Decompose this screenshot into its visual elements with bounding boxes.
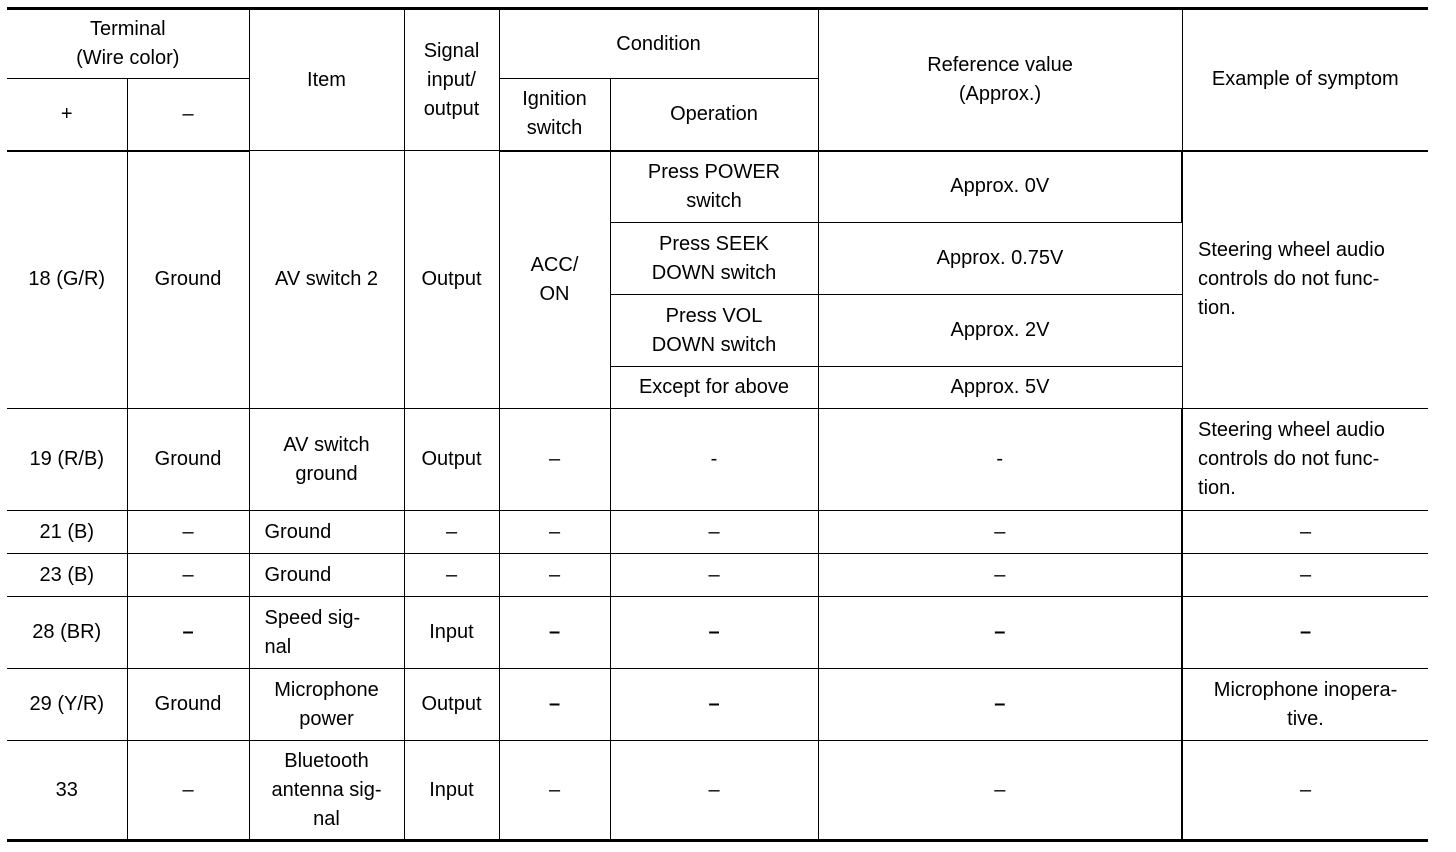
reference-cell: – [818, 669, 1182, 741]
header-ignition: Ignition switch [499, 79, 610, 151]
terminal-plus: 19 (R/B) [7, 409, 127, 511]
header-plus: + [7, 79, 127, 151]
operation-cell: Press VOL DOWN switch [610, 295, 818, 367]
reference-cell: Approx. 2V [818, 295, 1182, 367]
table-row [7, 597, 1428, 669]
operation-cell: – [610, 554, 818, 597]
signal-cell: Output [404, 409, 499, 511]
operation-cell: Except for above [610, 367, 818, 409]
terminal-plus: 28 (BR) [7, 597, 127, 669]
signal-cell: Input [404, 741, 499, 841]
table-row [7, 151, 1428, 223]
ignition-cell: ACC/ ON [499, 151, 610, 409]
ignition-cell: – [499, 741, 610, 841]
operation-cell: Press POWER switch [610, 151, 818, 223]
operation-cell: – [610, 741, 818, 841]
item-cell: Microphone power [249, 669, 404, 741]
reference-cell: Approx. 5V [818, 367, 1182, 409]
item-cell: Ground [249, 554, 404, 597]
table-row [7, 511, 1428, 554]
signal-cell: Output [404, 151, 499, 409]
symptom-cell: Microphone inopera- tive. [1182, 669, 1428, 741]
header-operation: Operation [610, 79, 818, 151]
ignition-cell: – [499, 511, 610, 554]
ignition-cell: – [499, 597, 610, 669]
terminal-plus: 23 (B) [7, 554, 127, 597]
terminal-minus: – [127, 741, 249, 841]
item-cell: Ground [249, 511, 404, 554]
header-symptom: Example of symptom [1182, 9, 1428, 151]
symptom-cell: Steering wheel audio controls do not func- tion. [1182, 151, 1428, 409]
item-cell: AV switch 2 [249, 151, 404, 409]
signal-cell: – [404, 511, 499, 554]
terminal-reference-table [7, 7, 1428, 842]
header-terminal: Terminal (Wire color) [7, 9, 249, 79]
terminal-plus: 18 (G/R) [7, 151, 127, 409]
reference-cell: Approx. 0.75V [818, 223, 1182, 295]
operation-cell: – [610, 669, 818, 741]
item-cell: Bluetooth antenna sig- nal [249, 741, 404, 841]
operation-cell: - [610, 409, 818, 511]
ignition-cell: – [499, 554, 610, 597]
header-condition: Condition [499, 9, 818, 79]
header-signal: Signal input/ output [404, 9, 499, 151]
table-row [7, 409, 1428, 511]
operation-cell: – [610, 511, 818, 554]
terminal-plus: 33 [7, 741, 127, 841]
terminal-minus: – [127, 554, 249, 597]
signal-cell: – [404, 554, 499, 597]
terminal-minus: Ground [127, 669, 249, 741]
symptom-cell: – [1182, 597, 1428, 669]
operation-cell: Press SEEK DOWN switch [610, 223, 818, 295]
terminal-plus: 29 (Y/R) [7, 669, 127, 741]
reference-cell: Approx. 0V [818, 151, 1182, 223]
symptom-cell: – [1182, 511, 1428, 554]
terminal-minus: Ground [127, 151, 249, 409]
header-item: Item [249, 9, 404, 151]
symptom-cell: – [1182, 554, 1428, 597]
terminal-minus: Ground [127, 409, 249, 511]
terminal-minus: – [127, 511, 249, 554]
table-row [7, 741, 1428, 841]
reference-cell: – [818, 511, 1182, 554]
table-row [7, 554, 1428, 597]
reference-cell: – [818, 554, 1182, 597]
reference-cell: – [818, 597, 1182, 669]
reference-cell: – [818, 741, 1182, 841]
symptom-cell: Steering wheel audio controls do not func- tion. [1182, 409, 1428, 511]
header-reference: Reference value (Approx.) [818, 9, 1182, 151]
item-cell: AV switch ground [249, 409, 404, 511]
terminal-plus: 21 (B) [7, 511, 127, 554]
operation-cell: – [610, 597, 818, 669]
signal-cell: Output [404, 669, 499, 741]
reference-cell: - [818, 409, 1182, 511]
signal-cell: Input [404, 597, 499, 669]
ignition-cell: – [499, 669, 610, 741]
ignition-cell: – [499, 409, 610, 511]
terminal-minus: – [127, 597, 249, 669]
symptom-cell: – [1182, 741, 1428, 841]
item-cell: Speed sig- nal [249, 597, 404, 669]
header-minus: – [127, 79, 249, 151]
header-row-1 [7, 9, 1428, 79]
table-row [7, 669, 1428, 741]
